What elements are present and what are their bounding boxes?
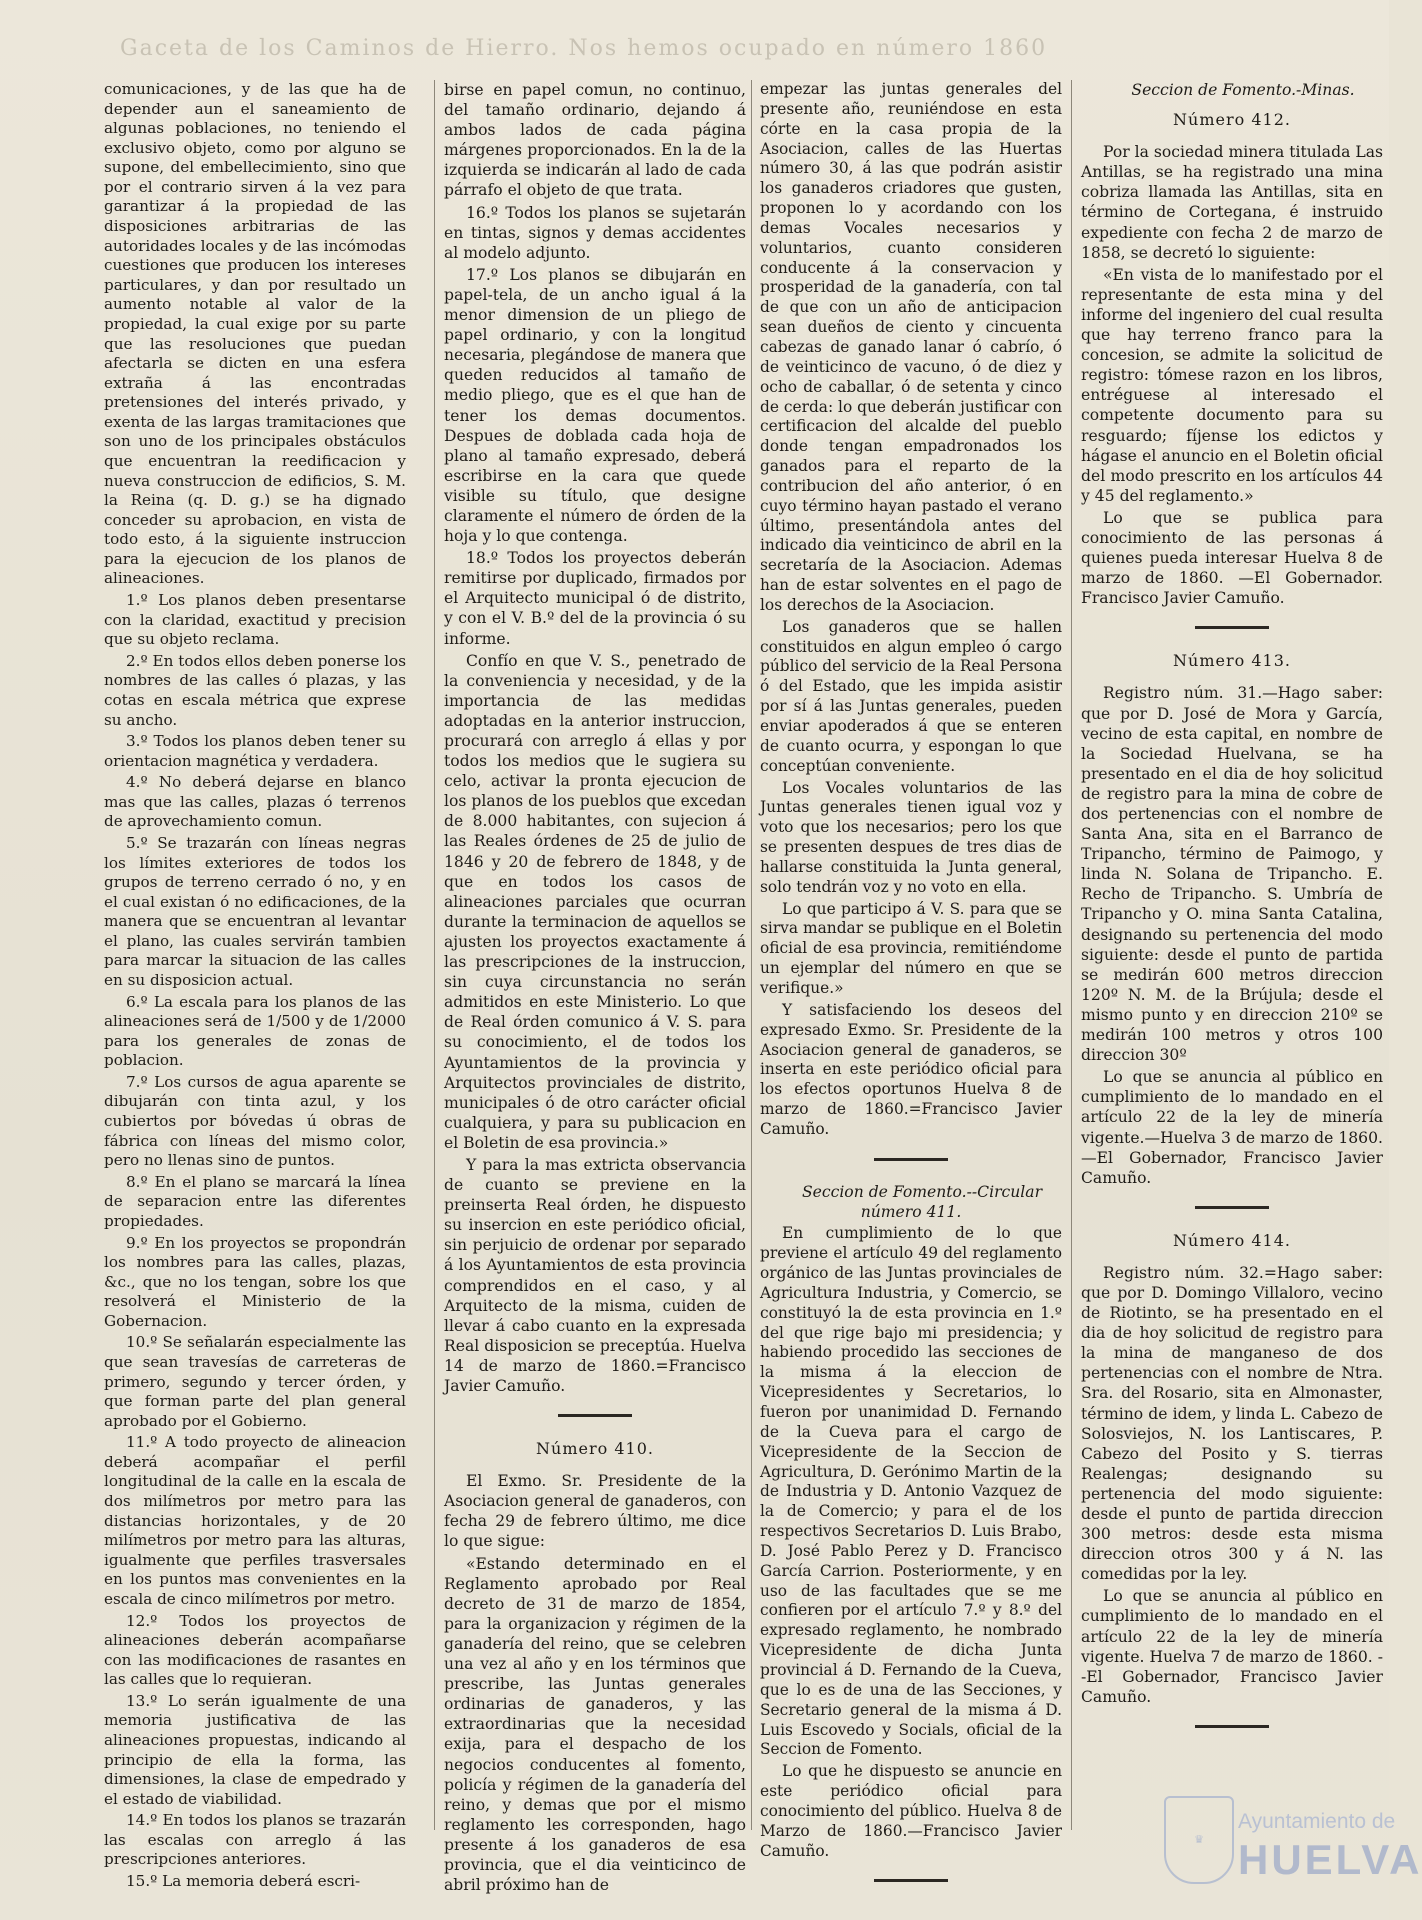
paragraph: Los ganaderos que se hallen constituidos en algun empleo ó cargo público del servicio de la Real Persona ó del Estado, que les impida asistir por sí á las Juntas generales, pueden enviar apoderados á que se enteren de cuanto ocurra, y espongan lo que conceptúan conveniente.: [760, 617, 1062, 775]
paragraph: 16.º Todos los planos se sujetarán en tintas, signos y demas accidentes al modelo adjunto.: [444, 203, 746, 262]
paragraph: «En vista de lo manifestado por el representante de esta mina y del informe del ingeniero del cual resulta que hay terreno franco para la concesion, se admite la solicitud de registro: tómese razon en los libros, entréguese al interesado el competente documento para su resguardo; fíjense los edictos y hágase el anuncio en el Boletin oficial del modo prescrito en los artículos 44 y 45 del reglamento.»: [1081, 265, 1383, 505]
watermark-line-2: HUELVA: [1238, 1836, 1422, 1883]
column-4: [1081, 80, 1383, 1750]
column-rule: [434, 80, 435, 1830]
paragraph: 3.º Todos los planos deben tener su orientacion magnética y verdadera.: [104, 732, 406, 770]
paragraph: 11.º A todo proyecto de alineacion deberá acompañar el perfil longitudinal de la calle en la escala de dos milímetros por metro para las distancias horizontales, y de 20 milímetros por metro para las alturas, igualmente que perfiles trasversales en los puntos mas convenientes en la escala de cinco milímetros por metro.: [104, 1433, 406, 1608]
article-heading-412: Número 412.: [1173, 110, 1291, 130]
paragraph: Lo que participo á V. S. para que se sirva mandar se publique en el Boletin oficial de esa provincia, remitiéndome un ejemplar del número en que se verifique.»: [760, 899, 1062, 997]
paragraph: 15.º La memoria deberá escri-: [126, 1872, 361, 1891]
section-divider: [874, 1879, 948, 1882]
paragraph: 13.º Lo serán igualmente de una memoria justificativa de las alineaciones propuestas, indicando al principio de ella la forma, las dimensiones, la clase de empedrado y el estado de viabilidad.: [104, 1691, 406, 1808]
paragraph: Confío en que V. S., penetrado de la conveniencia y necesidad, y de la importancia de las medidas adoptadas en la anterior instruccion, procurará con arreglo á ellas y por todos los medios que le sugiera su celo, activar la pronta ejecucion de los planos de los pueblos que excedan de 8.000 habitantes, con sujecion á las Reales órdenes de 25 de julio de 1846 y 20 de febrero de 1848, y de que en todos los casos de alineaciones parciales que ocurran durante la terminacion de aquellos se ajusten los proyectos exactamente á las prescripciones de la instruccion, sin cuya circunstancia no serán admitidos en este Ministerio. Lo que de Real órden comunico á V. S. para su conocimiento, el de todos los Ayuntamientos de la provincia y Arquitectos provinciales de distrito, municipales ó de otro carácter oficial cualquiera, y para su publicacion en el Boletin de esa provincia.»: [444, 651, 746, 1152]
paragraph: 2.º En todos ellos deben ponerse los nombres de las calles ó plazas, y las cotas en escala métrica que exprese su ancho.: [104, 651, 406, 729]
paragraph: 12.º Todos los proyectos de alineaciones deberán acompañarse con las modificaciones de rasantes en las calles que lo requieran.: [104, 1611, 406, 1689]
paragraph: 7.º Los cursos de agua aparente se dibujarán con tinta azul, y los cubiertos por bóvedas ú obras de fábrica con líneas del mismo color, pero no llenas sino de puntos.: [104, 1072, 406, 1170]
paragraph: Lo que se anuncia al público en cumplimiento de lo mandado en el artículo 22 de la ley de minería vigente. Huelva 7 de marzo de 1860. --El Gobernador, Francisco Javier Camuño.: [1081, 1587, 1383, 1706]
column-rule: [1071, 80, 1072, 1830]
column-3: [760, 80, 1062, 1904]
paragraph: 5.º Se trazarán con líneas negras los límites exteriores de todos los grupos de terreno cerrado ó no, y en el cual existan ó no edificaciones, de la manera que se encuentran al levantar el plano, las cuales servirán tambien para marcar la situacion de las calles en su disposicion actual.: [104, 833, 406, 990]
paragraph: El Exmo. Sr. Presidente de la Asociacion general de ganaderos, con fecha 29 de febrero último, me dice lo que sigue:: [444, 1472, 746, 1551]
paragraph: 18.º Todos los proyectos deberán remitirse por duplicado, firmados por el Arquitecto municipal ó de distrito, y con el V. B.º del de la provincia ó su informe.: [444, 549, 746, 648]
paragraph: 14.º En todos los planos se trazarán las escalas con arreglo á las prescripciones anteriores.: [104, 1811, 406, 1869]
ayuntamiento-watermark: [1164, 1778, 1422, 1920]
section-divider: [558, 1414, 632, 1417]
paragraph: Lo que he dispuesto se anuncie en este periódico oficial para conocimiento del público. Huelva 8 de Marzo de 1860.—Francisco Javier Camuño.: [760, 1762, 1062, 1860]
column-rule: [751, 80, 752, 1830]
article-heading-410: Número 410.: [536, 1439, 654, 1459]
paragraph: 4.º No deberá dejarse en blanco mas que las calles, plazas ó terrenos de aprovechamiento comun.: [104, 773, 406, 831]
paragraph: 1.º Los planos deben presentarse con la claridad, exactitud y precision que su objeto reclama.: [104, 591, 406, 649]
paragraph: 6.º La escala para los planos de las alineaciones será de 1/500 y de 1/2000 para los generales de zonas de poblacion.: [104, 992, 406, 1070]
paragraph: Los Vocales voluntarios de las Juntas generales tienen igual voz y voto que los necesarios; pero los que se presenten despues de tres dias de hallarse constituida la Junta general, solo tendrán voz y no voto en ella.: [760, 778, 1062, 896]
column-2: [444, 80, 746, 1897]
section-divider: [1195, 1725, 1269, 1728]
section-divider: [1195, 1206, 1269, 1209]
paragraph: 8.º En el plano se marcará la línea de separacion entre las diferentes propiedades.: [104, 1172, 406, 1230]
paragraph: 10.º Se señalarán especialmente las que sean travesías de carreteras de primero, segundo y tercer órden, y que forman parte del plan general aprobado por el Gobierno.: [104, 1333, 406, 1430]
bleed-through-text: Gaceta de los Caminos de Hierro. Nos hemos ocupado en número 1860: [120, 36, 1048, 61]
paragraph: comunicaciones, y de las que ha de depender aun el saneamiento de algunas poblaciones, no teniendo el exclusivo objeto, como por alguno se supone, del embellecimiento, sino que por el contrario sirven á la vez para garantizar á la propiedad de las disposiciones arbitrarias de las autoridades locales y de las incómodas cuestiones que producen los intereses particulares, y dan por resultado un aumento notable al valor de la propiedad, la cual exige por su parte que las resoluciones que puedan afectarla se dicten en una esfera extraña á las encontradas pretensiones del interés privado, y exenta de las largas tramitaciones que son uno de los principales obstáculos que encuentran la reedificacion y nueva construccion de edificios, S. M. la Reina (q. D. g.) se ha dignado conceder su aprobacion, en vista de todo esto, á la siguiente instruccion para la ejecucion de los planos de alineaciones.: [104, 80, 406, 588]
watermark-line-1: Ayuntamiento de: [1238, 1810, 1396, 1833]
paragraph: empezar las juntas generales del presente año, reuniéndose en esta córte en la casa propia de la Asociacion, calles de las Huertas número 30, á las que podrán asistir los ganaderos criadores que gusten, proponen lo y acordando con los demas Vocales necesarios y voluntarios, cuanto consideren conducente á la conservacion y prosperidad de la ganadería, con tal de que con un año de anticipacion sean dueños de ciento y cincuenta cabezas de ganado lanar ó cabrío, ó de veinticinco de vacuno, ó de diez y ocho de caballar, ó de setenta y cinco de cerda: lo que deberán justificar con certificacion del alcalde del pueblo donde tengan empadronados los ganados para el reparto de la contribucion del año anterior, ó en cuyo término hayan pastado el verano último, presentándola antes del indicado dia veinticinco de abril en la secretaría de la Asociacion. Ademas han de estar solventes en el pago de los derechos de la Asociacion.: [760, 80, 1062, 614]
paragraph: birse en papel comun, no continuo, del tamaño ordinario, dejando á ambos lados de cada página márgenes proporcionados. En la de la izquierda se indicarán al lado de cada párrafo el objeto de que trata.: [444, 81, 746, 200]
paragraph: En cumplimiento de lo que previene el artículo 49 del reglamento orgánico de las Juntas provinciales de Agricultura Industria, y Comercio, se constituyó la de esta provincia en 1.º del que rige bajo mi presidencia; y habiendo procedido las secciones de la misma á la eleccion de Vicepresidentes y Secretarios, lo fueron por unanimidad D. Fernando de la Cueva para el cargo de Vicepresidente de la Seccion de Agricultura, D. Gerónimo Martin de la de Industria y D. Antonio Vazquez de la de Comercio; y para el de los respectivos Secretarios D. Luis Brabo, D. José Pablo Perez y D. Francisco García Carrion. Posteriormente, y en uso de las facultades que se me confieren por el artículo 7.º y 8.º del expresado reglamento, he nombrado Vicepresidente de dicha Junta provincial á D. Fernando de la Cueva, que lo es de una de las Secciones, y Secretario general de la misma á D. Luis Escovedo y Socials, oficial de la Seccion de Fomento.: [760, 1224, 1062, 1759]
paragraph: Y para la mas extricta observancia de cuanto se previene en la preinserta Real órden, he dispuesto su insercion en este periódico oficial, sin perjuicio de ordenar por separado á los Ayuntamientos de esta provincia comprendidos en el caso, y al Arquitecto de la misma, cuiden de llevar á cabo cuanto en la expresada Real disposicion se preceptúa. Huelva 14 de marzo de 1860.=Francisco Javier Camuño.: [444, 1155, 746, 1395]
paragraph: Lo que se publica para conocimiento de las personas á quienes pueda interesar Huelva 8 de marzo de 1860. —El Gobernador. Francisco Javier Camuño.: [1081, 508, 1383, 608]
section-divider: [874, 1158, 948, 1161]
paragraph: Registro núm. 32.=Hago saber: que por D. Domingo Villaloro, vecino de Riotinto, se ha presentado en el dia de hoy solicitud de registro para la mina de manganeso de dos pertenencias con el nombre de Ntra. Sra. del Rosario, sita en Almonaster, término de idem, y linda L. Cabezo de Solosviejos, N. los Lantiscares, P. Cabezo del Posito y S. tierras Realengas; designando su pertenencia del modo siguiente: desde el punto de partida direccion 300 metros: desde esta misma direccion otros 300 y á N. las comedidas por la ley.: [1081, 1263, 1383, 1584]
paragraph: Registro núm. 31.—Hago saber: que por D. José de Mora y García, vecino de esta capital, en nombre de la Sociedad Huelvana, se ha presentado en el dia de hoy solicitud de registro para la mina de cobre de dos pertenencias con el nombre de Santa Ana, sita en el Barranco de Tripancho, término de Paimogo, y linda N. Solana de Tripancho. E. Recho de Tripancho. S. Umbría de Tripancho y O. mina Santa Catalina, designando su pertenencia del modo siguiente: desde el punto de partida se medirán 600 metros direccion 120º N. M. de la Brújula; desde el mismo punto y en direccion 210º se medirán 100 metros y otros 100 direccion 30º: [1081, 684, 1383, 1065]
paragraph: «Estando determinado en el Reglamento aprobado por Real decreto de 31 de marzo de 1854, para la organizacion y régimen de la ganadería del reino, que se celebren una vez al año y en los términos que prescribe, las Juntas generales ordinarias de ganaderos, y las extraordinarias que la necesidad exija, para el despacho de los negocios conducentes al fomento, policía y régimen de la ganadería del reino, y demas que por el mismo reglamento les corresponden, hago presente á los ganaderos de esa provincia, que el dia veinticinco de abril próximo han de: [444, 1554, 746, 1895]
article-heading-413: Número 413.: [1173, 651, 1291, 671]
section-divider: [1195, 626, 1269, 629]
article-heading-411: Seccion de Fomento.--Circular número 411.: [801, 1182, 1043, 1221]
paragraph: 17.º Los planos se dibujarán en papel-tela, de un ancho igual á la menor dimension de un pliego de papel ordinario, y con la longitud necesaria, plegándose de manera que queden reducidos al tamaño de medio pliego, que es el que han de tener los demas documentos. Despues de doblada cada hoja de plano al tamaño expresado, deberá escribirse en la cara que quede visible su título, que designe claramente el número de órden de la hoja y lo que contenga.: [444, 265, 746, 546]
article-heading-414: Número 414.: [1173, 1230, 1291, 1250]
column-1: [104, 80, 406, 1894]
section-heading-minas: Seccion de Fomento.-Minas.: [1131, 81, 1355, 99]
paragraph: Y satisfaciendo los deseos del expresado Exmo. Sr. Presidente de la Asociacion general de ganaderos, se inserta en este periódico oficial para los efectos oportunos Huelva 8 de marzo de 1860.=Francisco Javier Camuño.: [760, 1000, 1062, 1138]
coat-of-arms-icon: ♛: [1164, 1796, 1234, 1884]
paragraph: Lo que se anuncia al público en cumplimiento de lo mandado en el artículo 22 de la ley de minería vigente.—Huelva 3 de marzo de 1860. —El Gobernador, Francisco Javier Camuño.: [1081, 1068, 1383, 1187]
paragraph: Por la sociedad minera titulada Las Antillas, se ha registrado una mina cobriza llamada las Antillas, sita en término de Cortegana, é instruido expediente con fecha 2 de marzo de 1858, se decretó lo siguiente:: [1081, 143, 1383, 262]
paragraph: 9.º En los proyectos se propondrán los nombres para las calles, plazas, &c., que no los tengan, sobre los que resolverá el Ministerio de la Gobernacion.: [104, 1233, 406, 1330]
